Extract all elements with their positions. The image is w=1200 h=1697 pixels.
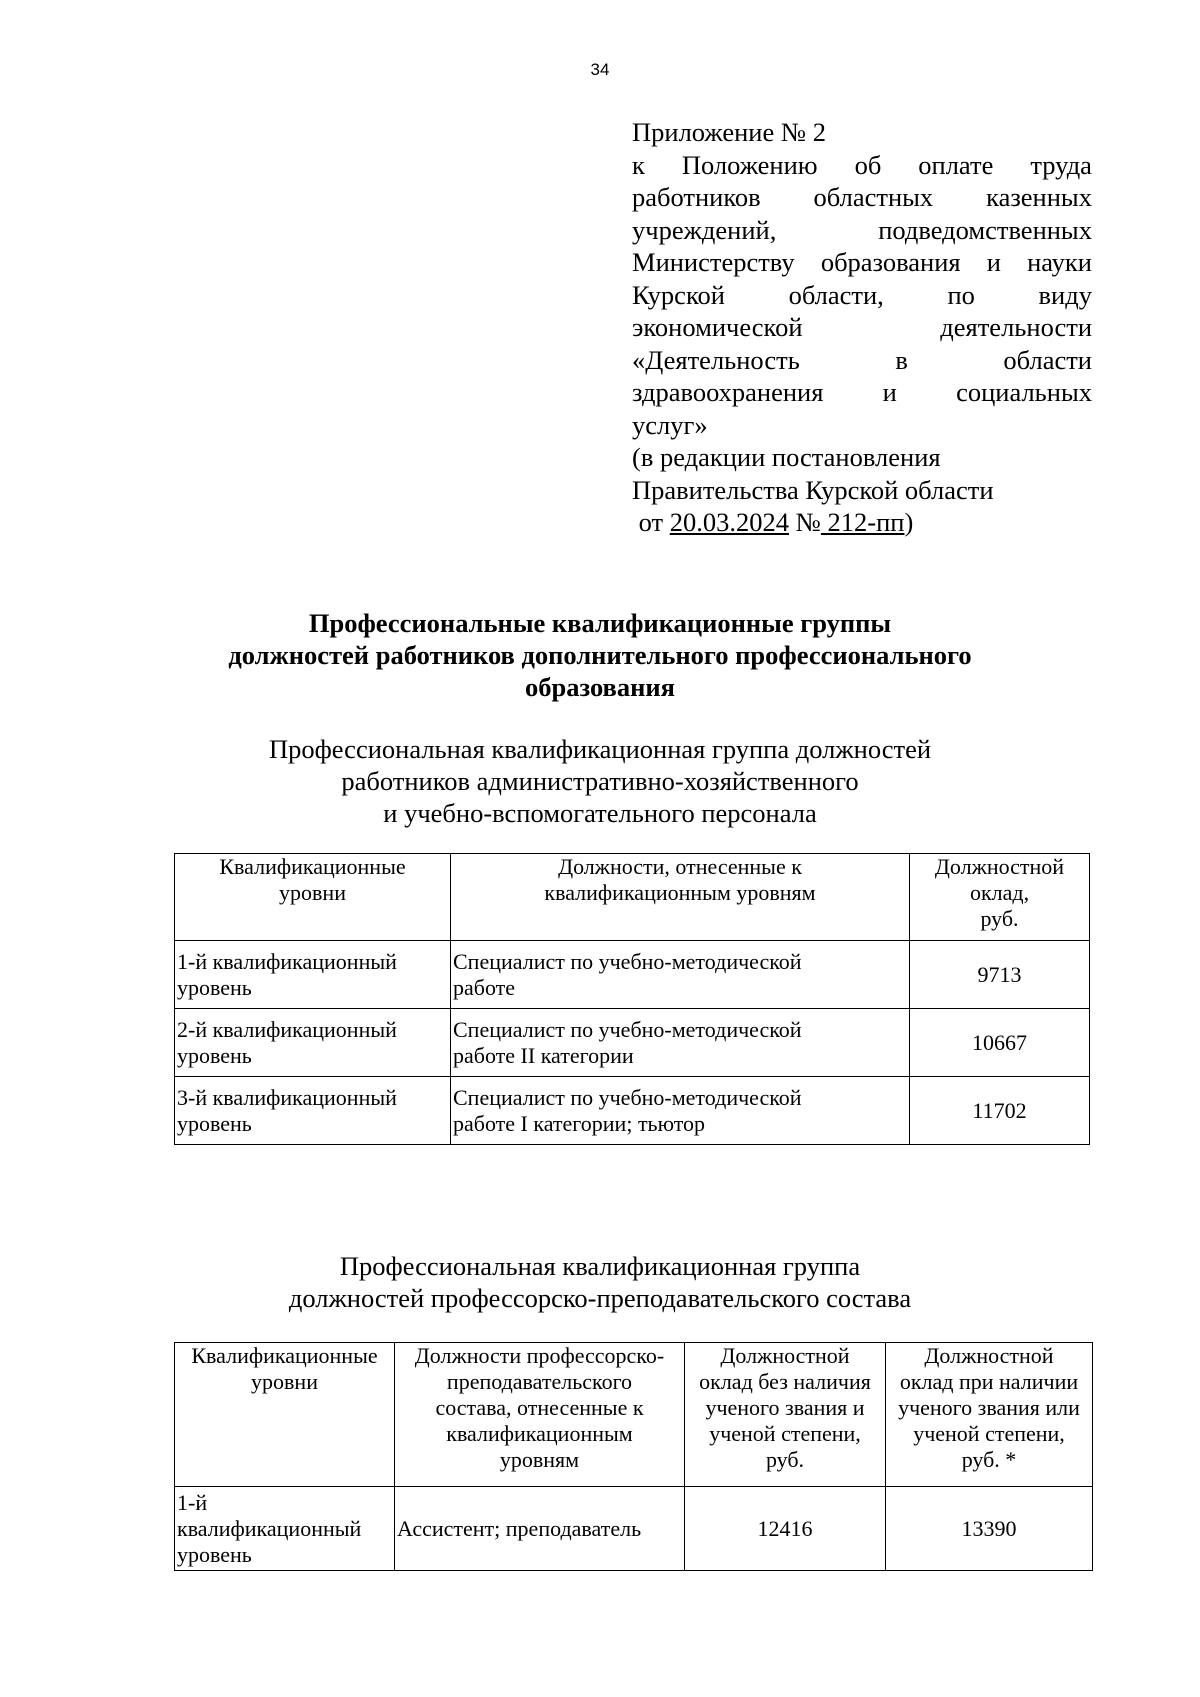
table-row	[175, 941, 1090, 1009]
header-cell: Должностной оклад, руб.	[910, 854, 1090, 941]
header-cell: Должностной оклад при наличии ученого звания или ученой степени, руб. *	[886, 1343, 1093, 1487]
appendix-line: работников областных казенных	[632, 182, 1092, 212]
level-cell: 3-й квалификационный уровень	[175, 1077, 451, 1145]
positions-cell: Специалист по учебно-методической работе I категории; тьютор	[451, 1077, 910, 1145]
header-cell: Должности профессорско- преподавательского состава, отнесенные к квалификационным уровням	[395, 1343, 685, 1487]
level-cell: 2-й квалификационный уровень	[175, 1009, 451, 1077]
table-row	[175, 1487, 1093, 1571]
appendix-line: экономической деятельности	[632, 312, 1092, 342]
document-title: Профессиональные квалификационные группы должностей работников дополнительного профессионального образования	[228, 608, 972, 702]
edition-date: 20.03.2024	[669, 507, 789, 537]
header-cell: Должностной оклад без наличия ученого звания и ученой степени, руб.	[685, 1343, 886, 1487]
level-cell: 1-й квалификационный уровень	[175, 1487, 395, 1571]
edition-number: 212-пп	[827, 507, 905, 537]
table-row	[175, 1009, 1090, 1077]
positions-cell: Ассистент; преподаватель	[395, 1487, 685, 1571]
table-teaching-staff	[174, 1342, 1093, 1571]
appendix-line: учреждений, подведомственных	[632, 214, 1092, 245]
appendix-line: Министерству образования и науки	[632, 247, 1092, 277]
appendix-line: Курской области, по виду	[632, 279, 1092, 310]
page-number: 34	[590, 60, 610, 79]
positions-cell: Специалист по учебно-методической работе II категории	[451, 1009, 910, 1077]
section2-title: Профессиональная квалификационная группа должностей профессорско-преподавательского состава	[288, 1251, 912, 1313]
salary-with-degree-cell: 13390	[886, 1487, 1093, 1571]
header-cell: Квалификационные уровни	[175, 1343, 395, 1487]
appendix-title: Приложение № 2	[632, 117, 827, 147]
edition-note-line3: от 20.03.2024 № 212-пп)	[638, 507, 914, 537]
appendix-line: услуг»	[632, 409, 708, 440]
level-cell: 1-й квалификационный уровень	[175, 941, 451, 1009]
appendix-line: к Положению об оплате труда	[632, 149, 1092, 180]
table-header-row	[175, 1343, 1093, 1487]
salary-without-degree-cell: 12416	[685, 1487, 886, 1571]
edition-note-line2: Правительства Курской области	[632, 474, 994, 505]
table-admin-staff	[174, 853, 1090, 1145]
appendix-block	[632, 116, 1092, 539]
section1-title: Профессиональная квалификационная группа должностей работников административно-хозяйственного и учебно-вспомогательного персонала	[268, 734, 932, 828]
salary-cell: 9713	[910, 941, 1090, 1009]
header-cell: Квалификационные уровни	[175, 854, 451, 941]
appendix-line: «Деятельность в области	[632, 344, 1092, 375]
salary-cell: 11702	[910, 1077, 1090, 1145]
header-cell: Должности, отнесенные к квалификационным уровням	[451, 854, 910, 941]
table-header-row	[175, 854, 1090, 941]
positions-cell: Специалист по учебно-методической работе	[451, 941, 910, 1009]
salary-cell: 10667	[910, 1009, 1090, 1077]
table-row	[175, 1077, 1090, 1145]
appendix-line: здравоохранения и социальных	[632, 377, 1092, 407]
edition-note-line1: (в редакции постановления	[632, 442, 941, 472]
